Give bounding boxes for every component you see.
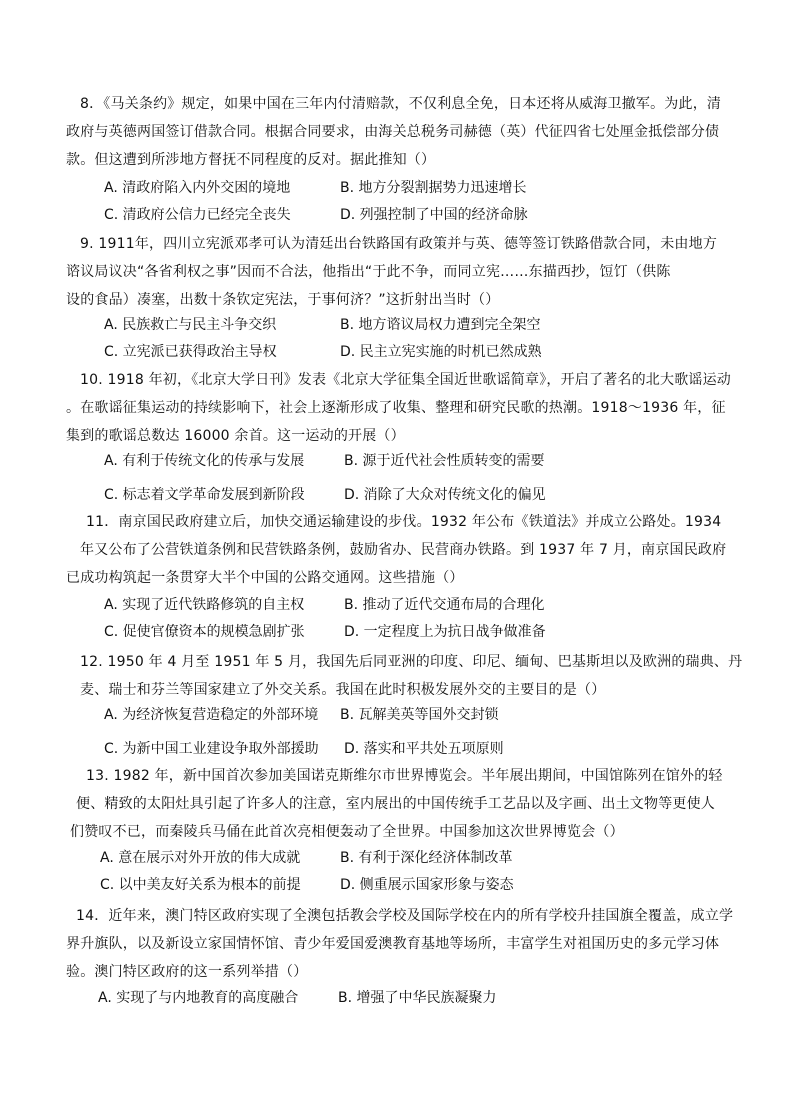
question-12-option-b[interactable]: B. 瓦解美英等国外交封锁 xyxy=(340,707,499,723)
question-10-line-3: 集到的歌谣总数达 16000 余首。这一运动的开展（） xyxy=(66,428,405,444)
question-14-option-b[interactable]: B. 增强了中华民族凝聚力 xyxy=(338,990,497,1006)
question-8-option-a[interactable]: A. 清政府陷入内外交困的境地 xyxy=(104,180,291,196)
question-14 xyxy=(66,902,734,986)
question-11-option-a[interactable]: A. 实现了近代铁路修筑的自主权 xyxy=(104,597,305,613)
question-13-option-d[interactable]: D. 侧重展示国家形象与姿态 xyxy=(340,877,514,893)
question-12-line-2: 麦、瑞士和芬兰等国家建立了外交关系。我国在此时积极发展外交的主要目的是（） xyxy=(80,682,606,698)
question-13-options xyxy=(100,848,660,895)
question-13-option-b[interactable]: B. 有利于深化经济体制改革 xyxy=(340,850,513,866)
question-10-option-a[interactable]: A. 有利于传统文化的传承与发展 xyxy=(104,453,305,469)
question-14-line-3: 验。澳门特区政府的这一系列举措（） xyxy=(66,964,308,980)
question-13-line-3: 们赞叹不已，而秦陵兵马俑在此首次亮相便轰动了全世界。中国参加这次世界博览会（） xyxy=(70,824,624,840)
question-9-option-d[interactable]: D. 民主立宪实施的时机已然成熟 xyxy=(340,344,542,360)
question-12-option-a[interactable]: A. 为经济恢复营造稳定的外部环境 xyxy=(104,707,319,723)
question-9-option-c[interactable]: C. 立宪派已获得政治主导权 xyxy=(104,344,277,360)
question-8-line-3: 款。但这遭到所涉地方督抚不同程度的反对。据此推知（） xyxy=(66,152,436,168)
question-8-line-2: 政府与英德两国签订借款合同。根据合同要求，由海关总税务司赫德（英）代征四省七处厘金抵偿部分债 xyxy=(66,124,720,140)
question-11 xyxy=(66,508,727,592)
question-9-options xyxy=(104,315,664,362)
question-14-line-1: 14．近年来，澳门特区政府实现了全澳包括教会学校及国际学校在内的所有学校升挂国旗全覆盖，成立学 xyxy=(76,908,734,924)
question-8-option-c[interactable]: C. 清政府公信力已经完全丧失 xyxy=(104,207,291,223)
question-8-option-d[interactable]: D. 列强控制了中国的经济命脉 xyxy=(340,207,528,223)
question-9-line-1: 9. 1911年，四川立宪派邓孝可认为清廷出台铁路国有政策并与英、德等签订铁路借款合同，未由地方 xyxy=(80,236,718,252)
question-12-options xyxy=(104,705,664,759)
question-11-option-c[interactable]: C. 促使官僚资本的规模急剧扩张 xyxy=(104,624,305,640)
question-13-line-2: 便、精致的太阳灶具引起了许多人的注意，室内展出的中国传统手工艺品以及字画、出土文物等更使人 xyxy=(76,796,715,812)
question-12-option-d[interactable]: D. 落实和平共处五项原则 xyxy=(344,741,504,757)
question-13 xyxy=(70,762,723,846)
question-10-line-1: 10. 1918 年初，《北京大学日刊》发表《北京大学征集全国近世歌谣简章》，开启了著名的北大歌谣运动 xyxy=(80,372,731,388)
question-14-option-a[interactable]: A. 实现了与内地教育的高度融合 xyxy=(98,990,299,1006)
question-9 xyxy=(66,230,720,314)
question-10-option-c[interactable]: C. 标志着文学革命发展到新阶段 xyxy=(104,487,305,503)
question-8-option-b[interactable]: B. 地方分裂割据势力迅速增长 xyxy=(340,180,527,196)
question-11-option-b[interactable]: B. 推动了近代交通布局的合理化 xyxy=(344,597,545,613)
question-9-option-b[interactable]: B. 地方谘议局权力遭到完全架空 xyxy=(340,317,541,333)
question-9-line-2: 谘议局议决“各省利权之事”因而不合法，他指出“于此不争，而同立宪……东描西抄，饾饤（供陈 xyxy=(66,264,671,280)
question-14-line-2: 界升旗队，以及新设立家国情怀馆、青少年爱国爱澳教育基地等场所，丰富学生对祖国历史的多元学习体 xyxy=(66,936,720,952)
question-10-line-2: 。在歌谣征集运动的持续影响下，社会上逐渐形成了收集、整理和研究民歌的热潮。1918～1936 年，征 xyxy=(66,400,726,416)
question-11-line-3: 已成功构筑起一条贯穿大半个中国的公路交通网。这些措施（） xyxy=(66,570,464,586)
question-11-line-1: 11．南京国民政府建立后，加快交通运输建设的步伐。1932 年公布《铁道法》并成立公路处。1934 xyxy=(86,514,722,530)
question-13-option-a[interactable]: A. 意在展示对外开放的伟大成就 xyxy=(100,850,301,866)
question-12-option-c[interactable]: C. 为新中国工业建设争取外部援助 xyxy=(104,741,319,757)
question-13-line-1: 13. 1982 年，新中国首次参加美国诺克斯维尔市世界博览会。半年展出期间，中国馆陈列在馆外的轻 xyxy=(86,768,723,784)
question-9-line-3: 设的食品）凑塞，出数十条钦定宪法，于事何济？”这折射出当时（） xyxy=(66,292,500,308)
question-10 xyxy=(66,366,731,450)
question-10-option-d[interactable]: D. 消除了大众对传统文化的偏见 xyxy=(344,487,546,503)
question-8-options xyxy=(104,178,664,225)
question-11-options xyxy=(104,595,664,642)
question-12 xyxy=(80,648,743,704)
question-10-option-b[interactable]: B. 源于近代社会性质转变的需要 xyxy=(344,453,545,469)
question-11-line-2: 年又公布了公营铁道条例和民营铁路条例，鼓励省办、民营商办铁路。到 1937 年 7 月，南京国民政府 xyxy=(80,542,727,558)
question-8-line-1: 8．《马关条约》规定，如果中国在三年内付清赔款，不仅利息全免，日本还将从威海卫撤军。为此，清 xyxy=(80,96,722,112)
question-14-options xyxy=(98,988,658,1008)
question-12-line-1: 12. 1950 年 4 月至 1951 年 5 月，我国先后同亚洲的印度、印尼、缅甸、巴基斯坦以及欧洲的瑞典、丹 xyxy=(80,654,743,670)
question-8 xyxy=(66,90,722,174)
question-9-option-a[interactable]: A. 民族救亡与民主斗争交织 xyxy=(104,317,277,333)
question-10-options xyxy=(104,451,664,505)
question-13-option-c[interactable]: C. 以中美友好关系为根本的前提 xyxy=(100,877,301,893)
question-11-option-d[interactable]: D. 一定程度上为抗日战争做准备 xyxy=(344,624,546,640)
